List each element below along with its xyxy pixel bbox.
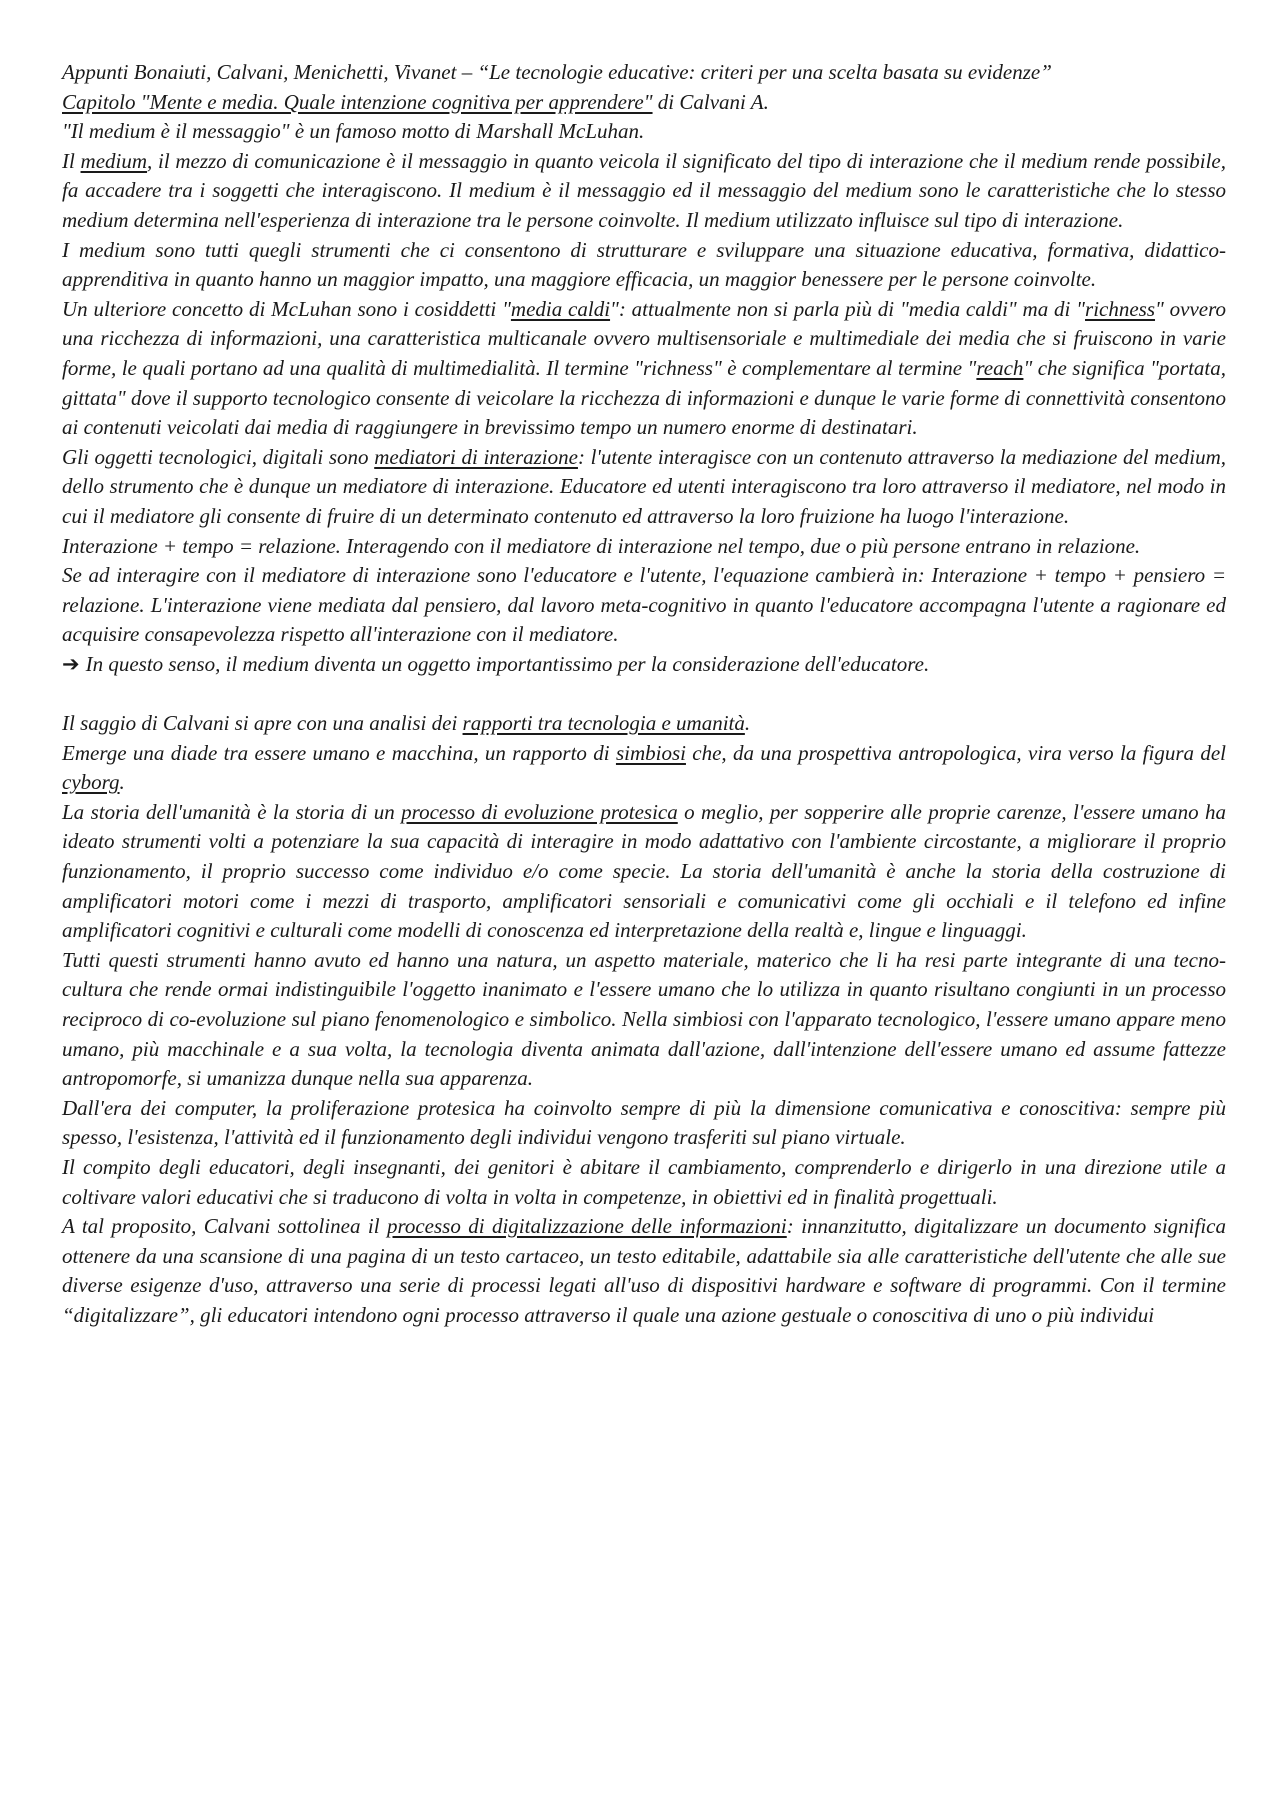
term-mediatori-di-interazione: mediatori di interazione bbox=[374, 444, 578, 469]
term-medium: medium bbox=[80, 148, 148, 173]
text-run: A tal proposito, Calvani sottolinea il bbox=[62, 1214, 387, 1239]
paragraph-natura: Tutti questi strumenti hanno avuto ed hanno una natura, un aspetto materiale, materico che li ha resi parte integrante di una tecno-cultura che rende ormai indistinguibile l'oggetto inanimato e l'essere umano che lo utilizza in quanto risultano congiunti in un processo reciproco di co-evoluzione sul piano fenomenologico e simbolico. Nella simbiosi con l'apparato tecnologico, l'essere umano appare meno umano, più macchinale e a sua volta, la tecnologia diventa animata dall'azione, dall'intenzione dell'essere umano ed assume fattezze antropomorfe, si umanizza dunque nella sua apparenza. bbox=[62, 947, 1226, 1091]
paragraph-digitalizzazione bbox=[62, 1212, 1226, 1330]
term-rapporti-tecnologia-umanita: rapporti tra tecnologia e umanità bbox=[462, 711, 745, 736]
paragraph-mediatori bbox=[62, 443, 1226, 532]
text-run: . bbox=[119, 770, 125, 795]
term-simbiosi: simbiosi bbox=[615, 740, 686, 765]
paragraph-media-caldi bbox=[62, 295, 1226, 443]
term-media-caldi: media caldi bbox=[510, 296, 611, 321]
paragraph-computer: Dall'era dei computer, la proliferazione protesica ha coinvolto sempre di più la dimensione comunicativa e conoscitiva: sempre più spesso, l'esistenza, l'attività ed il funzionamento degli individui vengono trasferiti sul piano virtuale. bbox=[62, 1095, 1226, 1150]
blank-line bbox=[62, 679, 1226, 709]
text-run: ": attualmente non si parla più di "media caldi" ma di " bbox=[610, 296, 1086, 321]
paragraph-storia bbox=[62, 798, 1226, 946]
text-run: Emerge una diade tra essere umano e macchina, un rapporto di bbox=[62, 740, 616, 765]
chapter-author: di Calvani A. bbox=[652, 89, 769, 114]
text-run: In questo senso, il medium diventa un oggetto importantissimo per la considerazione dell'educatore. bbox=[85, 651, 930, 676]
text-run: . bbox=[744, 711, 751, 736]
text-run: Un ulteriore concetto di McLuhan sono i cosiddetti " bbox=[62, 296, 511, 321]
chapter-title-link[interactable]: Capitolo "Mente e media. Quale intenzione cognitiva per apprendere" bbox=[62, 89, 653, 114]
paragraph-strumenti: I medium sono tutti quegli strumenti che ci consentono di strutturare e sviluppare una situazione educativa, formativa, didattico-apprenditiva in quanto hanno un maggior impatto, una maggiore efficacia, un maggior benessere per le persone coinvolte. bbox=[62, 237, 1226, 292]
text-run: Il bbox=[62, 148, 81, 173]
text-run: : l'utente interagisce con un contenuto attraverso la mediazione del medium, dello strumento che è dunque un mediatore di interazione. Educatore ed utenti interagiscono tra loro attraverso il mediatore, nel modo in cui il mediatore gli consente di fruire di un determinato contenuto ed attraverso la loro fruizione ha luogo l'interazione. bbox=[62, 444, 1226, 528]
document-page bbox=[62, 58, 1226, 1331]
text-run: , il mezzo di comunicazione è il messaggio in quanto veicola il significato del tipo di interazione che il medium rende possibile, fa accadere tra i soggetti che interagiscono. Il medium è il messaggio ed il messaggio del medium sono le caratteristiche che lo stesso medium determina nell'esperienza di interazione tra le persone coinvolte. Il medium utilizzato influisce sul tipo di interazione. bbox=[62, 148, 1226, 232]
paragraph-medium bbox=[62, 147, 1226, 236]
paragraph-arrow bbox=[62, 650, 1226, 680]
term-cyborg: cyborg bbox=[62, 770, 120, 795]
term-digitalizzazione: processo di digitalizzazione delle informazioni bbox=[386, 1214, 787, 1239]
document-header: Appunti Bonaiuti, Calvani, Menichetti, Vivanet – “Le tecnologie educative: criteri per una scelta basata su evidenze” bbox=[62, 60, 1052, 84]
text-run: " che significa "portata, gittata" dove il supporto tecnologico consente di veicolare la ricchezza di informazioni e dunque le varie forme di connettività consentono ai contenuti veicolati dai media di raggiungere in brevissimo tempo un numero enorme di destinatari. bbox=[62, 355, 1227, 440]
paragraph-diade bbox=[62, 739, 1226, 798]
paragraph-equazione-2: Se ad interagire con il mediatore di interazione sono l'educatore e l'utente, l'equazione cambierà in: Interazione + tempo + pensiero = relazione. L'interazione viene mediata dal pensiero, dal lavoro meta-cognitivo in quanto l'educatore accompagna l'utente a ragionare ed acquisire consapevolezza rispetto all'interazione con il mediatore. bbox=[62, 563, 1226, 647]
term-reach: reach bbox=[976, 355, 1024, 380]
term-evoluzione-protesica: processo di evoluzione protesica bbox=[401, 799, 678, 824]
text-run: o meglio, per sopperire alle proprie carenze, l'essere umano ha ideato strumenti volti a potenziare la sua capacità di interagire in modo adattativo con l'ambiente circostante, a migliorare il proprio funzionamento, il proprio successo come individuo e/o come specie. La storia dell'umanità è anche la storia della costruzione di amplificatori motori come i mezzi di trasporto, amplificatori sensoriali e comunicativi come gli occhiali e il telefono ed infine amplificatori cognitivi e culturali come modelli di conoscenza ed interpretazione della realtà e, lingue e linguaggi. bbox=[62, 799, 1226, 943]
term-richness: richness bbox=[1085, 296, 1156, 321]
text-run: La storia dell'umanità è la storia di un bbox=[62, 799, 402, 824]
arrow-right-icon: ➔ bbox=[62, 651, 80, 676]
paragraph-motto: "Il medium è il messaggio" è un famoso motto di Marshall McLuhan. bbox=[62, 119, 645, 144]
text-run: : innanzitutto, digitalizzare un documento significa ottenere da una scansione di una pagina di un testo cartaceo, un testo editabile, adattabile sia alle caratteristiche dell'utente che alle sue diverse esigenze d'uso, attraverso una serie di processi legati all'uso di dispositivi hardware e software di programmi. Con il termine “digitalizzare”, gli educatori intendono ogni processo attraverso il quale una azione gestuale o conoscitiva di uno o più individui bbox=[62, 1214, 1226, 1327]
text-run: che, da una prospettiva antropologica, vira verso la figura del bbox=[685, 740, 1226, 765]
chapter-line bbox=[62, 88, 1226, 118]
text-run: Il saggio di Calvani si apre con una analisi dei bbox=[62, 711, 463, 736]
text-run: " ovvero una ricchezza di informazioni, una caratteristica multicanale ovvero multisensoriale e multimediale dei media che si fruiscono in varie forme, le quali portano ad una qualità di multimedialità. Il termine "richness" è complementare al termine " bbox=[62, 296, 1227, 380]
paragraph-equazione-1: Interazione + tempo = relazione. Interagendo con il mediatore di interazione nel tempo, due o più persone entrano in relazione. bbox=[62, 533, 1141, 558]
paragraph-compito: Il compito degli educatori, degli insegnanti, dei genitori è abitare il cambiamento, comprenderlo e dirigerlo in una direzione utile a coltivare valori educativi che si traducono di volta in volta in competenze, in obiettivi ed in finalità progettuali. bbox=[62, 1154, 1226, 1209]
paragraph-saggio bbox=[62, 709, 1226, 739]
text-run: Gli oggetti tecnologici, digitali sono bbox=[62, 444, 375, 469]
